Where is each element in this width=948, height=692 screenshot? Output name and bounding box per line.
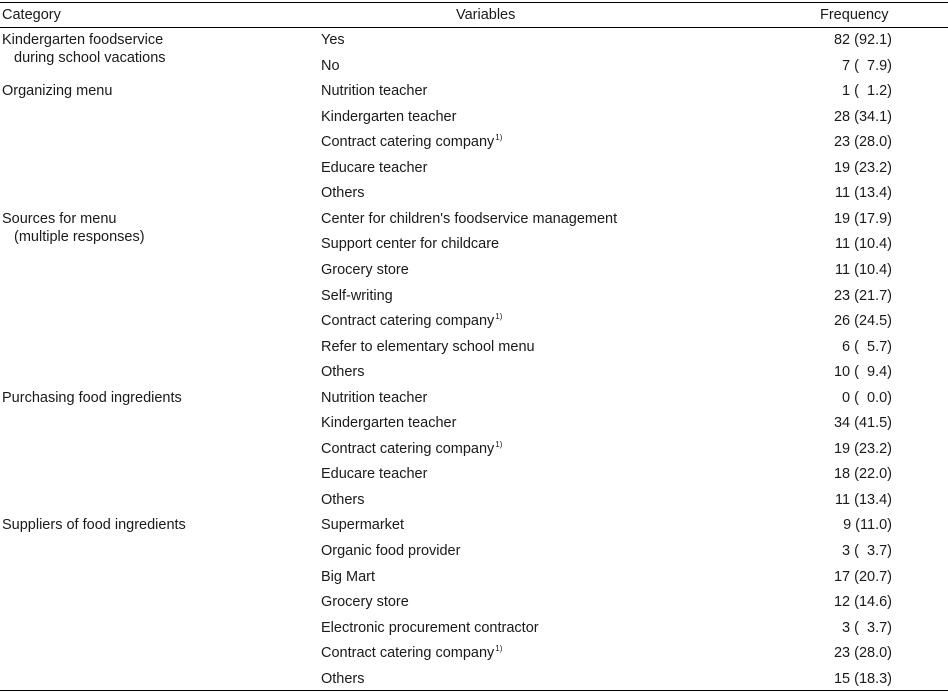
category-label: Sources for menu: [2, 210, 117, 227]
frequency-cell: 6 ( 5.7): [842, 338, 892, 355]
variable-cell: [321, 593, 409, 611]
frequency-cell: 10 ( 9.4): [833, 364, 892, 381]
frequency-cell: 82 (92.1): [833, 32, 892, 48]
variable-cell: [321, 261, 409, 279]
variable-label: Nutrition teacher: [321, 389, 428, 406]
variable-label: Contract catering company: [321, 440, 495, 457]
variable-label: Refer to elementary school menu: [321, 338, 535, 355]
variable-label: No: [321, 57, 340, 74]
category-cell: [2, 210, 145, 246]
variable-cell: [321, 414, 456, 432]
variable-label: Contract catering company: [321, 313, 495, 330]
footnote-marker: 1): [495, 133, 503, 143]
frequency-cell: 7 ( 7.9): [842, 57, 892, 74]
frequency-cell: 3 ( 3.7): [842, 543, 892, 559]
variable-cell: [321, 619, 539, 637]
frequency-cell: 26 (24.5): [833, 313, 892, 330]
variable-label: Others: [321, 185, 365, 202]
variable-cell: [321, 644, 502, 662]
variable-label: Others: [321, 364, 365, 381]
header-rule: [0, 27, 948, 28]
category-cell: [2, 82, 112, 100]
variable-label: Supermarket: [321, 517, 405, 534]
frequency-cell: 23 (28.0): [833, 134, 892, 151]
variable-label: Center for children's foodservice management: [321, 210, 618, 227]
variable-cell: [321, 108, 456, 126]
category-label: Purchasing food ingredients: [2, 389, 182, 406]
category-cell: [2, 31, 166, 67]
variable-cell: [321, 440, 502, 458]
variable-label: Self-writing: [321, 287, 393, 304]
frequency-cell: 23 (21.7): [833, 287, 892, 304]
variable-cell: [321, 312, 502, 330]
frequency-cell: 23 (28.0): [833, 645, 892, 662]
frequency-cell: 34 (41.5): [833, 415, 892, 432]
category-label: (multiple responses): [14, 228, 145, 245]
variable-cell: [321, 31, 345, 49]
category-label: Suppliers of food ingredients: [2, 517, 186, 534]
category-label: Kindergarten foodservice: [2, 32, 164, 48]
variable-cell: [321, 338, 535, 356]
footnote-marker: 1): [495, 439, 503, 449]
variable-label: Yes: [321, 32, 345, 48]
variable-cell: [321, 82, 427, 100]
header-category: Category: [2, 7, 61, 23]
variable-label: Big Mart: [321, 568, 375, 585]
category-cell: [2, 389, 182, 407]
header-frequency: Frequency: [820, 7, 889, 23]
variable-label: Organic food provider: [321, 543, 461, 559]
variable-label: Grocery store: [321, 261, 409, 278]
variable-label: Kindergarten teacher: [321, 415, 457, 432]
frequency-cell: 9 (11.0): [843, 517, 892, 534]
variable-label: Electronic procurement contractor: [321, 619, 539, 636]
frequency-cell: 12 (14.6): [833, 594, 892, 611]
frequency-cell: 0 ( 0.0): [842, 389, 892, 406]
frequency-cell: 15 (18.3): [833, 670, 892, 687]
footnote-marker: 1): [495, 644, 503, 654]
frequency-cell: 1 ( 1.2): [842, 83, 892, 100]
frequency-cell: 19 (17.9): [833, 210, 892, 227]
variable-cell: [321, 516, 404, 534]
variable-label: Educare teacher: [321, 159, 428, 176]
variable-label: Educare teacher: [321, 466, 428, 483]
frequency-cell: 17 (20.7): [833, 568, 892, 585]
variable-cell: [321, 389, 427, 407]
variable-label: Others: [321, 491, 365, 508]
variable-cell: [321, 363, 365, 381]
variable-cell: [321, 465, 427, 483]
frequency-cell: 11 (10.4): [835, 261, 892, 278]
frequency-cell: 3 ( 3.7): [842, 619, 892, 636]
frequency-cell: 11 (13.4): [835, 491, 892, 508]
variable-cell: [321, 670, 365, 688]
variable-label: Nutrition teacher: [321, 83, 428, 100]
variable-cell: [321, 210, 617, 228]
variable-label: Contract catering company: [321, 645, 495, 662]
frequency-cell: 19 (23.2): [833, 440, 892, 457]
frequency-cell: 11 (13.4): [835, 185, 892, 202]
variable-label: Kindergarten teacher: [321, 108, 457, 125]
variable-cell: [321, 184, 365, 202]
frequency-cell: 18 (22.0): [833, 466, 892, 483]
variable-label: Grocery store: [321, 594, 409, 611]
variable-cell: [321, 133, 502, 151]
variable-cell: [321, 159, 427, 177]
variable-label: Contract catering company: [321, 134, 495, 151]
variable-cell: [321, 542, 460, 560]
variable-cell: [321, 57, 340, 75]
category-label: during school vacations: [14, 50, 166, 66]
frequency-cell: 28 (34.1): [833, 108, 892, 125]
top-rule: [0, 2, 948, 3]
footnote-marker: 1): [495, 312, 503, 322]
frequency-cell: 19 (23.2): [833, 159, 892, 176]
variable-cell: [321, 235, 499, 253]
variable-cell: [321, 287, 393, 305]
variable-label: Others: [321, 670, 365, 687]
variable-cell: [321, 491, 365, 509]
category-cell: [2, 516, 186, 534]
category-label: Organizing menu: [2, 83, 113, 100]
variable-cell: [321, 568, 375, 586]
frequency-cell: 11 (10.4): [835, 236, 892, 253]
variable-label: Support center for childcare: [321, 236, 500, 253]
header-variables: Variables: [456, 7, 516, 23]
bottom-rule: [0, 690, 948, 691]
